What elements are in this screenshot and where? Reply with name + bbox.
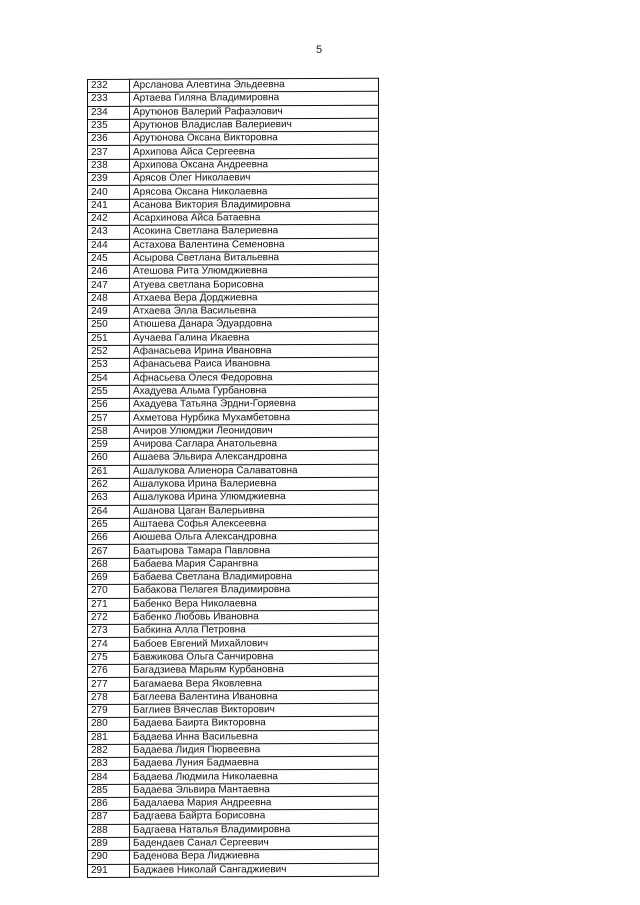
row-number: 265 [88, 518, 130, 531]
row-number: 289 [88, 837, 130, 850]
person-name: Афнасьева Олеся Федоровна [130, 371, 379, 385]
row-number: 283 [88, 757, 130, 770]
person-name: Ахадуева Альма Гурбановна [130, 384, 379, 398]
person-name: Баглиев Вячеслав Викторович [130, 703, 379, 717]
row-number: 263 [88, 492, 130, 505]
row-number: 267 [88, 545, 130, 558]
person-name: Арутюнова Оксана Викторовна [130, 131, 379, 145]
row-number: 255 [88, 385, 130, 398]
table-row [88, 716, 379, 731]
table-row [88, 730, 379, 745]
person-name: Асокина Светлана Валериевна [130, 224, 379, 238]
person-name: Бадаева Баирта Викторовна [130, 716, 379, 730]
table-row [88, 118, 379, 133]
row-number: 250 [88, 319, 130, 332]
person-name: Асырова Светлана Витальевна [130, 251, 379, 265]
row-number: 281 [88, 731, 130, 744]
row-number: 290 [88, 851, 130, 864]
table-row [88, 623, 379, 638]
table-row [88, 131, 379, 146]
table-row [88, 703, 379, 718]
person-name: Бабкина Алла Петровна [130, 623, 379, 637]
row-number: 233 [88, 93, 130, 106]
person-name: Баатырова Тамара Павловна [130, 544, 379, 558]
table-row [88, 437, 379, 452]
person-name: Атуева светлана Борисовна [130, 278, 379, 292]
row-number: 273 [88, 624, 130, 637]
table-row [88, 836, 379, 851]
person-name: Багадзиева Марьям Курбановна [130, 663, 379, 677]
table-row [88, 464, 379, 479]
person-name: Бадаева Инна Васильевна [130, 730, 379, 744]
table-row [88, 557, 379, 572]
row-number: 257 [88, 412, 130, 425]
person-name: Баденова Вера Лиджиевна [130, 849, 379, 863]
row-number: 240 [88, 186, 130, 199]
person-name: Бабаева Мария Сарангвна [130, 557, 379, 571]
table-row [88, 291, 379, 306]
row-number: 245 [88, 252, 130, 265]
table-row [88, 770, 379, 785]
table-row [88, 451, 379, 466]
row-number: 249 [88, 305, 130, 318]
row-number: 271 [88, 598, 130, 611]
table-row [88, 756, 379, 771]
table-row [88, 411, 379, 426]
table-row [88, 198, 379, 213]
row-number: 287 [88, 811, 130, 824]
person-name: Ачирова Саглара Анатольевна [130, 437, 379, 451]
table-row [88, 158, 379, 173]
row-number: 278 [88, 691, 130, 704]
table-row [88, 584, 379, 599]
row-number: 244 [88, 239, 130, 252]
person-name: Артаева Гиляна Владимировна [130, 92, 379, 106]
table-row [88, 397, 379, 412]
person-name: Баджаев Николай Сангаджиевич [130, 863, 379, 877]
person-name: Атюшева Данара Эдуардовна [130, 318, 379, 332]
row-number: 239 [88, 172, 130, 185]
page-number: 5 [316, 44, 323, 56]
table-row [88, 304, 379, 319]
table-row [88, 677, 379, 692]
table-row [88, 690, 379, 705]
row-number: 264 [88, 505, 130, 518]
row-number: 243 [88, 226, 130, 239]
table-row [88, 810, 379, 825]
row-number: 247 [88, 279, 130, 292]
person-name: Бадаева Эльвира Мантаевна [130, 783, 379, 797]
row-number: 242 [88, 212, 130, 225]
person-name: Аштаева Софья Алексеевна [130, 517, 379, 531]
row-number: 279 [88, 704, 130, 717]
table-row [88, 637, 379, 652]
person-name: Бабенко Вера Николаевна [130, 597, 379, 611]
person-name: Бадаева Лидия Пюрвеевна [130, 743, 379, 757]
table-row [88, 278, 379, 293]
person-name: Бавжикова Ольга Санчировна [130, 650, 379, 664]
table-row [88, 251, 379, 266]
row-number: 269 [88, 571, 130, 584]
row-number: 253 [88, 359, 130, 372]
row-number: 232 [88, 79, 130, 92]
row-number: 236 [88, 133, 130, 146]
row-number: 272 [88, 611, 130, 624]
person-name: Ачиров Улюмджи Леонидович [130, 424, 379, 438]
row-number: 285 [88, 784, 130, 797]
person-name: Бадаева Луния Бадмаевна [130, 756, 379, 770]
person-name: Афанасьева Ирина Ивановна [130, 344, 379, 358]
person-name: Бадгаева Наталья Владимировна [130, 823, 379, 837]
table-row [88, 211, 379, 226]
row-number: 277 [88, 678, 130, 691]
row-number: 261 [88, 465, 130, 478]
table-row [88, 224, 379, 239]
table-row [88, 105, 379, 120]
row-number: 252 [88, 345, 130, 358]
person-name: Ашалукова Ирина Улюмджиевна [130, 490, 379, 504]
person-name: Баглеева Валентина Ивановна [130, 690, 379, 704]
table-row [88, 849, 379, 864]
row-number: 274 [88, 638, 130, 651]
row-number: 268 [88, 558, 130, 571]
person-name: Ашанова Цаган Валерьивна [130, 504, 379, 518]
name-list-table [87, 78, 379, 878]
person-name: Арясов Олег Николаевич [130, 171, 379, 185]
row-number: 258 [88, 425, 130, 438]
row-number: 270 [88, 585, 130, 598]
person-name: Бабенко Любовь Ивановна [130, 610, 379, 624]
row-number: 260 [88, 452, 130, 465]
row-number: 266 [88, 531, 130, 544]
row-number: 238 [88, 159, 130, 172]
table-row [88, 570, 379, 585]
table-row [88, 796, 379, 811]
table-row [88, 344, 379, 359]
row-number: 237 [88, 146, 130, 159]
person-name: Бадгаева Байрта Борисовна [130, 810, 379, 824]
table-row [88, 823, 379, 838]
table-row [88, 331, 379, 346]
table-row [88, 610, 379, 625]
row-number: 259 [88, 438, 130, 451]
table-row [88, 530, 379, 545]
row-number: 254 [88, 372, 130, 385]
table-row [88, 597, 379, 612]
table-row [88, 743, 379, 758]
table-row [88, 504, 379, 519]
row-number: 256 [88, 398, 130, 411]
row-number: 262 [88, 478, 130, 491]
table-row [88, 318, 379, 333]
row-number: 248 [88, 292, 130, 305]
table-row [88, 371, 379, 386]
row-number: 276 [88, 664, 130, 677]
table-row [88, 517, 379, 532]
table-row [88, 357, 379, 372]
person-name: Архипова Оксана Андреевна [130, 158, 379, 172]
row-number: 241 [88, 199, 130, 212]
table-row [88, 663, 379, 678]
table-row [88, 650, 379, 665]
row-number: 234 [88, 106, 130, 119]
table-row [88, 384, 379, 399]
person-name: Аюшева Ольга Александровна [130, 530, 379, 544]
person-name: Атешова Рита Улюмджиевна [130, 264, 379, 278]
person-name: Асанова Виктория Владимировна [130, 198, 379, 212]
person-name: Атхаева Вера Дорджиевна [130, 291, 379, 305]
row-number: 291 [88, 864, 130, 877]
row-number: 284 [88, 771, 130, 784]
table-row [88, 145, 379, 160]
table-row [88, 92, 379, 107]
person-name: Арутюнов Валерий Рафаэлович [130, 105, 379, 119]
person-name: Бадалаева Мария Андреевна [130, 796, 379, 810]
person-name: Бабоев Евгений Михайлович [130, 637, 379, 651]
row-number: 235 [88, 119, 130, 132]
person-name: Бадаева Людмила Николаевна [130, 770, 379, 784]
table-row [88, 78, 379, 93]
row-number: 280 [88, 718, 130, 731]
person-name: Ахметова Нурбика Мухамбетовна [130, 411, 379, 425]
table-row [88, 490, 379, 505]
table-row [88, 477, 379, 492]
person-name: Аучаева Галина Икаевна [130, 331, 379, 345]
person-name: Ашалукова Ирина Валериевна [130, 477, 379, 491]
row-number: 282 [88, 744, 130, 757]
person-name: Ашалукова Алиенора Салаватовна [130, 464, 379, 478]
person-name: Бабакова Пелагея Владимировна [130, 584, 379, 598]
person-name: Ашаева Эльвира Александровна [130, 451, 379, 465]
row-number: 286 [88, 797, 130, 810]
person-name: Бадендаев Санал Сергеевич [130, 836, 379, 850]
person-name: Арясова Оксана Николаевна [130, 185, 379, 199]
person-name: Бабаева Светлана Владимировна [130, 570, 379, 584]
table-row [88, 171, 379, 186]
table-row [88, 424, 379, 439]
table-row [88, 185, 379, 200]
row-number: 251 [88, 332, 130, 345]
person-name: Афанасьева Раиса Ивановна [130, 357, 379, 371]
person-name: Атхаева Элла Васильевна [130, 304, 379, 318]
person-name: Багамаева Вера Яковлевна [130, 677, 379, 691]
person-name: Архипова Айса Сергеевна [130, 145, 379, 159]
table-row [88, 238, 379, 253]
table-row [88, 863, 379, 878]
row-number: 275 [88, 651, 130, 664]
table-row [88, 783, 379, 798]
name-list-body [88, 78, 379, 877]
person-name: Арсланова Алевтина Эльдеевна [130, 78, 379, 92]
person-name: Ахадуева Татьяна Эрдни-Горяевна [130, 397, 379, 411]
row-number: 288 [88, 824, 130, 837]
table-row [88, 264, 379, 279]
row-number: 246 [88, 265, 130, 278]
person-name: Арутюнов Владислав Валериевич [130, 118, 379, 132]
table-row [88, 544, 379, 559]
person-name: Астахова Валентина Семеновна [130, 238, 379, 252]
person-name: Асархинова Айса Батаевна [130, 211, 379, 225]
